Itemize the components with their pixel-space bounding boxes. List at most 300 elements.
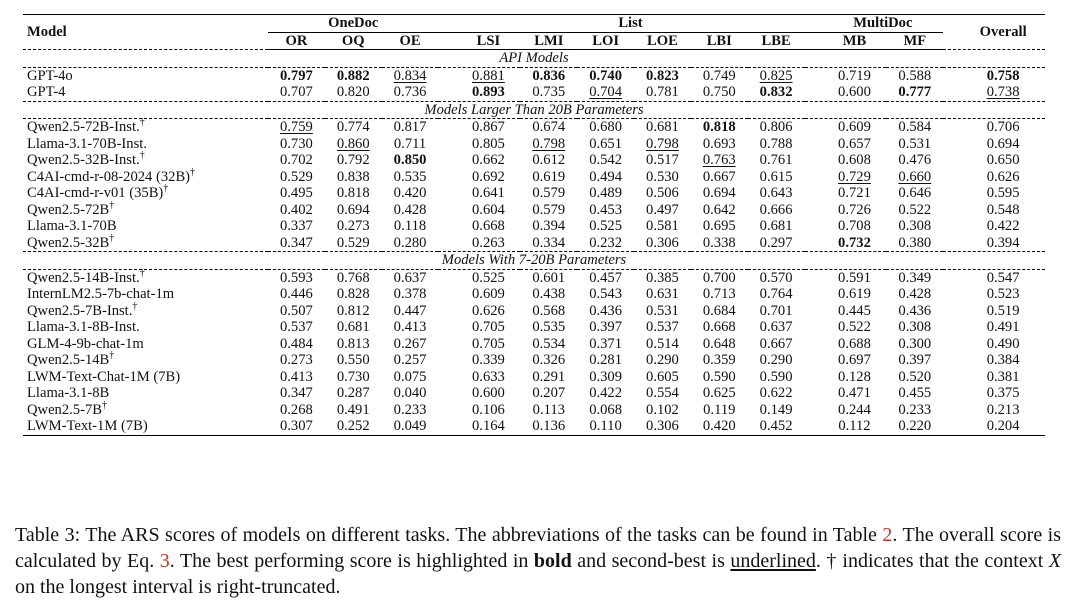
score-cell xyxy=(943,336,1045,353)
score-cell xyxy=(438,319,520,336)
score-value: 0.681 xyxy=(759,218,793,234)
score-value: 0.529 xyxy=(336,234,370,251)
score-value: 0.402 xyxy=(279,201,313,218)
score-value: 0.548 xyxy=(986,201,1020,218)
equation-ref-link[interactable]: 3 xyxy=(159,550,170,572)
score-cell xyxy=(943,119,1045,136)
table-row xyxy=(23,369,1045,386)
dagger-mark: † xyxy=(139,117,145,129)
caption-text-1: Table 3: The ARS scores of models on different tasks. The abbreviations of the tasks can be found in Table xyxy=(15,524,883,546)
score-cell xyxy=(438,369,520,386)
score-cell xyxy=(943,152,1045,169)
table-row xyxy=(23,136,1045,153)
score-value: 0.525 xyxy=(589,218,623,234)
score-value: 0.519 xyxy=(986,302,1020,319)
score-cell xyxy=(748,152,805,169)
score-value: 0.068 xyxy=(589,401,623,418)
caption-variable: X xyxy=(1048,550,1062,572)
score-cell xyxy=(634,218,691,235)
score-cell xyxy=(268,319,325,336)
score-cell xyxy=(325,352,382,369)
score-value: 0.207 xyxy=(532,385,566,401)
score-value: 0.750 xyxy=(702,84,736,100)
score-cell xyxy=(382,235,439,252)
score-cell xyxy=(691,84,748,101)
score-cell xyxy=(268,235,325,252)
score-cell xyxy=(634,67,691,84)
score-cell xyxy=(943,418,1045,435)
score-value: 0.522 xyxy=(898,201,932,218)
score-cell xyxy=(438,336,520,353)
score-cell xyxy=(577,169,634,186)
score-value: 0.660 xyxy=(898,168,932,185)
score-cell xyxy=(748,269,805,286)
score-value: 0.308 xyxy=(898,319,932,335)
score-cell xyxy=(520,402,577,419)
score-value: 0.537 xyxy=(279,319,313,335)
column-header-oe: OE xyxy=(382,32,439,50)
score-value: 0.721 xyxy=(838,185,871,201)
score-cell xyxy=(382,418,439,435)
score-cell xyxy=(943,369,1045,386)
score-value: 0.232 xyxy=(589,234,623,251)
score-cell xyxy=(634,235,691,252)
score-cell xyxy=(943,286,1045,303)
score-cell xyxy=(438,269,520,286)
score-cell xyxy=(691,385,748,402)
score-value: 0.476 xyxy=(898,152,932,168)
score-cell xyxy=(577,152,634,169)
score-cell xyxy=(268,152,325,169)
onedoc-group-header: OneDoc xyxy=(268,15,438,32)
table-row xyxy=(23,67,1045,84)
dagger-mark: † xyxy=(132,300,138,312)
model-name-cell xyxy=(23,352,268,369)
score-cell xyxy=(520,84,577,101)
score-cell xyxy=(438,169,520,186)
score-cell xyxy=(325,152,382,169)
score-cell xyxy=(382,202,439,219)
score-value: 0.244 xyxy=(838,401,871,418)
score-value: 0.491 xyxy=(336,401,370,418)
column-header-oq: OQ xyxy=(325,32,382,50)
model-name-cell xyxy=(23,84,268,101)
score-value: 0.287 xyxy=(336,385,370,401)
score-value: 0.774 xyxy=(336,119,370,135)
score-value: 0.702 xyxy=(279,152,313,168)
score-value: 0.637 xyxy=(759,319,793,335)
score-value: 0.334 xyxy=(532,234,566,251)
score-cell xyxy=(520,119,577,136)
group-header-row xyxy=(23,15,1045,32)
score-cell xyxy=(577,336,634,353)
score-value: 0.438 xyxy=(532,286,566,302)
score-value: 0.128 xyxy=(838,368,871,385)
score-cell xyxy=(691,303,748,320)
model-name-cell xyxy=(23,152,268,169)
model-name: Qwen2.5-32B xyxy=(27,234,110,251)
score-value: 0.609 xyxy=(838,119,871,135)
score-value: 0.788 xyxy=(759,135,793,152)
score-value: 0.601 xyxy=(532,269,566,286)
score-value: 0.625 xyxy=(702,385,736,401)
score-value: 0.491 xyxy=(986,319,1020,335)
score-value: 0.893 xyxy=(472,84,505,100)
score-value: 0.489 xyxy=(589,185,623,201)
score-cell xyxy=(438,218,520,235)
score-cell xyxy=(748,319,805,336)
score-cell xyxy=(748,185,805,202)
score-value: 0.650 xyxy=(986,152,1020,168)
score-value: 0.882 xyxy=(336,67,370,84)
score-value: 0.394 xyxy=(986,234,1020,251)
score-cell xyxy=(943,185,1045,202)
score-cell xyxy=(577,319,634,336)
score-value: 0.281 xyxy=(589,352,623,368)
score-cell xyxy=(382,303,439,320)
score-value: 0.832 xyxy=(759,84,793,100)
score-cell xyxy=(805,67,887,84)
score-value: 0.494 xyxy=(589,168,623,185)
score-cell xyxy=(691,67,748,84)
score-value: 0.818 xyxy=(702,119,736,135)
score-value: 0.881 xyxy=(472,67,505,84)
score-cell xyxy=(748,303,805,320)
score-value: 0.867 xyxy=(472,119,505,135)
score-value: 0.384 xyxy=(986,352,1020,368)
score-value: 0.777 xyxy=(898,84,932,100)
model-name-cell xyxy=(23,119,268,136)
score-cell xyxy=(691,169,748,186)
score-cell xyxy=(943,303,1045,320)
score-cell xyxy=(520,269,577,286)
score-value: 0.428 xyxy=(898,286,932,302)
score-cell xyxy=(886,319,943,336)
score-cell xyxy=(520,336,577,353)
score-value: 0.694 xyxy=(986,135,1020,152)
dagger-mark: † xyxy=(190,166,196,178)
model-name: Qwen2.5-7B-Inst. xyxy=(27,302,133,319)
score-cell xyxy=(520,202,577,219)
score-cell xyxy=(691,286,748,303)
score-cell xyxy=(520,152,577,169)
score-value: 0.290 xyxy=(646,352,679,368)
table-row xyxy=(23,286,1045,303)
table-row xyxy=(23,235,1045,252)
score-cell xyxy=(691,319,748,336)
score-value: 0.413 xyxy=(393,319,427,335)
score-cell xyxy=(634,169,691,186)
score-cell xyxy=(886,169,943,186)
score-value: 0.233 xyxy=(898,401,932,418)
score-cell xyxy=(577,67,634,84)
score-value: 0.838 xyxy=(336,168,370,185)
score-cell xyxy=(943,84,1045,101)
model-name-cell xyxy=(23,199,268,219)
score-value: 0.106 xyxy=(472,401,505,418)
score-cell xyxy=(382,169,439,186)
score-cell xyxy=(943,352,1045,369)
score-cell xyxy=(325,369,382,386)
score-cell xyxy=(438,152,520,169)
score-cell xyxy=(634,202,691,219)
score-cell xyxy=(577,303,634,320)
score-value: 0.823 xyxy=(646,67,679,84)
score-cell xyxy=(382,352,439,369)
score-value: 0.764 xyxy=(759,286,793,302)
caption-text-7: on the longest interval is right-truncated. xyxy=(15,576,341,598)
score-value: 0.641 xyxy=(472,185,505,201)
model-name-cell xyxy=(23,399,268,419)
dagger-mark: † xyxy=(102,399,107,411)
score-value: 0.813 xyxy=(336,335,370,352)
score-value: 0.507 xyxy=(279,302,313,319)
score-value: 0.688 xyxy=(838,335,871,352)
score-value: 0.273 xyxy=(336,218,370,234)
score-cell xyxy=(438,303,520,320)
score-value: 0.542 xyxy=(589,152,623,168)
score-value: 0.667 xyxy=(702,168,736,185)
score-cell xyxy=(805,352,887,369)
score-value: 0.708 xyxy=(838,218,871,234)
score-cell xyxy=(886,269,943,286)
score-cell xyxy=(691,185,748,202)
score-cell xyxy=(577,84,634,101)
score-value: 0.588 xyxy=(898,67,932,84)
score-cell xyxy=(325,84,382,101)
score-value: 0.633 xyxy=(472,368,505,385)
score-cell xyxy=(268,185,325,202)
score-cell xyxy=(520,235,577,252)
score-cell xyxy=(268,169,325,186)
score-cell xyxy=(520,169,577,186)
score-cell xyxy=(268,218,325,235)
score-cell xyxy=(748,385,805,402)
overall-column-header: Overall xyxy=(979,23,1027,40)
score-cell xyxy=(805,319,887,336)
score-value: 0.719 xyxy=(838,67,871,84)
table-row xyxy=(23,319,1045,336)
score-cell xyxy=(520,67,577,84)
score-cell xyxy=(268,202,325,219)
model-name: LWM-Text-Chat-1M (7B) xyxy=(27,368,181,385)
score-value: 0.300 xyxy=(898,335,932,352)
score-value: 0.605 xyxy=(646,368,679,385)
model-name-cell xyxy=(23,218,268,235)
model-column-header: Model xyxy=(27,23,67,40)
caption-text-3: . The best performing score is highlighted in xyxy=(169,550,534,572)
caption-text-5: . xyxy=(815,550,821,572)
score-value: 0.554 xyxy=(646,385,679,401)
score-value: 0.626 xyxy=(472,302,505,319)
score-value: 0.820 xyxy=(336,84,370,100)
score-value: 0.049 xyxy=(393,418,427,434)
score-value: 0.768 xyxy=(336,269,370,286)
score-cell xyxy=(520,385,577,402)
model-name-cell xyxy=(23,185,268,202)
score-value: 0.326 xyxy=(532,352,566,368)
score-cell xyxy=(268,385,325,402)
score-cell xyxy=(886,336,943,353)
score-cell xyxy=(805,218,887,235)
score-value: 0.648 xyxy=(702,335,736,352)
score-cell xyxy=(748,84,805,101)
score-cell xyxy=(886,235,943,252)
score-value: 0.233 xyxy=(393,401,427,418)
score-cell xyxy=(325,336,382,353)
score-cell xyxy=(634,319,691,336)
score-value: 0.436 xyxy=(898,302,932,319)
score-cell xyxy=(748,336,805,353)
score-value: 0.701 xyxy=(759,302,793,319)
model-name: C4AI-cmd-r-08-2024 (32B) xyxy=(27,168,191,185)
score-value: 0.643 xyxy=(759,185,793,201)
score-value: 0.713 xyxy=(702,286,736,302)
score-value: 0.268 xyxy=(279,401,313,418)
table-row xyxy=(23,169,1045,186)
score-value: 0.514 xyxy=(646,335,679,352)
score-cell xyxy=(805,84,887,101)
score-cell xyxy=(325,303,382,320)
score-value: 0.593 xyxy=(279,269,313,286)
column-header-lmi: LMI xyxy=(520,32,577,50)
score-cell xyxy=(748,67,805,84)
score-value: 0.252 xyxy=(336,418,370,434)
table-body xyxy=(23,50,1045,436)
score-cell xyxy=(691,352,748,369)
score-value: 0.381 xyxy=(986,368,1020,385)
model-name: Qwen2.5-14B-Inst. xyxy=(27,269,140,286)
score-value: 0.530 xyxy=(646,168,679,185)
score-value: 0.523 xyxy=(986,286,1020,302)
score-cell xyxy=(268,119,325,136)
model-name-cell xyxy=(23,300,268,320)
model-name: Qwen2.5-72B-Inst. xyxy=(27,119,140,135)
score-value: 0.798 xyxy=(532,135,566,152)
score-cell xyxy=(886,352,943,369)
dagger-mark: † xyxy=(163,183,169,195)
score-cell xyxy=(943,402,1045,419)
score-cell xyxy=(943,319,1045,336)
score-value: 0.736 xyxy=(393,84,427,100)
score-value: 0.347 xyxy=(279,385,313,401)
score-cell xyxy=(382,218,439,235)
score-cell xyxy=(634,119,691,136)
model-name-cell xyxy=(23,286,268,303)
table-row xyxy=(23,303,1045,320)
score-cell xyxy=(325,286,382,303)
score-value: 0.680 xyxy=(589,119,623,135)
score-cell xyxy=(691,119,748,136)
score-cell xyxy=(382,286,439,303)
score-cell xyxy=(634,286,691,303)
score-cell xyxy=(382,369,439,386)
dagger-mark: † xyxy=(139,150,145,162)
column-header-or: OR xyxy=(268,32,325,50)
table-row xyxy=(23,402,1045,419)
score-value: 0.213 xyxy=(986,401,1020,418)
score-cell xyxy=(886,218,943,235)
score-value: 0.735 xyxy=(532,84,566,100)
score-value: 0.631 xyxy=(646,286,679,302)
score-cell xyxy=(382,136,439,153)
score-cell xyxy=(325,269,382,286)
score-value: 0.595 xyxy=(986,185,1020,201)
score-value: 0.834 xyxy=(393,67,427,84)
score-value: 0.428 xyxy=(393,201,427,218)
score-cell xyxy=(886,369,943,386)
table-ref-link[interactable]: 2 xyxy=(882,524,893,546)
score-cell xyxy=(943,67,1045,84)
score-value: 0.308 xyxy=(898,218,932,234)
score-value: 0.535 xyxy=(532,319,566,335)
model-name: Qwen2.5-14B xyxy=(27,352,110,368)
table-row xyxy=(23,185,1045,202)
score-value: 0.257 xyxy=(393,352,427,368)
score-cell xyxy=(748,369,805,386)
score-value: 0.657 xyxy=(838,135,871,152)
score-cell xyxy=(325,202,382,219)
model-name: Llama-3.1-70B xyxy=(27,218,117,234)
score-value: 0.740 xyxy=(589,67,623,84)
score-cell xyxy=(691,269,748,286)
score-value: 0.497 xyxy=(646,201,679,218)
score-value: 0.579 xyxy=(532,201,566,218)
score-cell xyxy=(634,402,691,419)
score-value: 0.619 xyxy=(838,286,871,302)
score-cell xyxy=(691,136,748,153)
score-value: 0.609 xyxy=(472,286,505,302)
score-cell xyxy=(577,286,634,303)
score-cell xyxy=(805,286,887,303)
score-cell xyxy=(577,369,634,386)
model-name-cell xyxy=(23,336,268,353)
score-cell xyxy=(268,269,325,286)
score-value: 0.692 xyxy=(472,168,505,185)
score-cell xyxy=(805,269,887,286)
score-cell xyxy=(325,136,382,153)
score-value: 0.309 xyxy=(589,368,623,385)
score-cell xyxy=(886,402,943,419)
model-name-cell xyxy=(23,67,268,84)
score-value: 0.112 xyxy=(838,418,871,434)
score-value: 0.119 xyxy=(703,401,736,418)
score-cell xyxy=(943,136,1045,153)
score-cell xyxy=(634,152,691,169)
score-value: 0.684 xyxy=(702,302,736,319)
score-value: 0.118 xyxy=(393,218,427,234)
score-value: 0.761 xyxy=(759,152,793,168)
score-value: 0.378 xyxy=(393,286,427,302)
score-value: 0.817 xyxy=(393,119,427,135)
score-cell xyxy=(577,385,634,402)
score-cell xyxy=(325,418,382,435)
score-value: 0.749 xyxy=(702,67,736,84)
score-cell xyxy=(886,303,943,320)
score-value: 0.306 xyxy=(646,234,679,251)
score-cell xyxy=(268,303,325,320)
score-cell xyxy=(691,235,748,252)
score-cell xyxy=(886,185,943,202)
model-name: GLM-4-9b-chat-1m xyxy=(27,335,144,352)
score-value: 0.420 xyxy=(393,185,427,201)
score-value: 0.726 xyxy=(838,201,871,218)
section-header-row xyxy=(23,50,1045,68)
score-value: 0.730 xyxy=(279,135,313,152)
score-value: 0.612 xyxy=(532,152,566,168)
table-row xyxy=(23,152,1045,169)
score-cell xyxy=(805,136,887,153)
